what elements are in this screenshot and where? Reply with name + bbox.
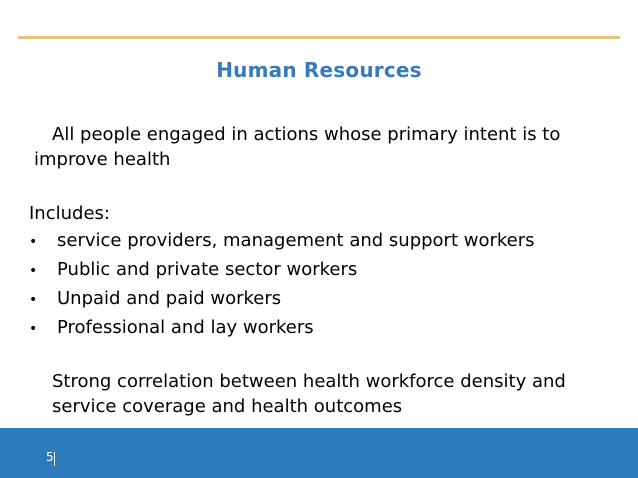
list-item-text: Public and private sector workers (57, 259, 358, 280)
list-item-text: Professional and lay workers (57, 317, 314, 338)
bullet-icon: • (29, 234, 38, 250)
page-number: 5 (46, 450, 54, 464)
conclusion-text: Strong correlation between health workforce density and service coverage and health outcomes (52, 371, 566, 417)
top-divider (18, 36, 620, 39)
slide-title: Human Resources (216, 58, 422, 82)
page-number-divider (54, 452, 55, 466)
footer-bar (0, 428, 638, 478)
bullet-icon: • (29, 263, 38, 279)
list-item (29, 314, 535, 343)
list-item (29, 256, 535, 285)
includes-label: Includes: (29, 203, 110, 224)
bullet-icon: • (29, 321, 38, 337)
includes-list (29, 227, 535, 343)
list-item (29, 285, 535, 314)
list-item-text: service providers, management and support workers (57, 230, 535, 251)
list-item-text: Unpaid and paid workers (57, 288, 282, 309)
list-item (29, 227, 535, 256)
bullet-icon: • (29, 292, 38, 308)
definition-text: All people engaged in actions whose primary intent is to improve health (34, 124, 561, 170)
